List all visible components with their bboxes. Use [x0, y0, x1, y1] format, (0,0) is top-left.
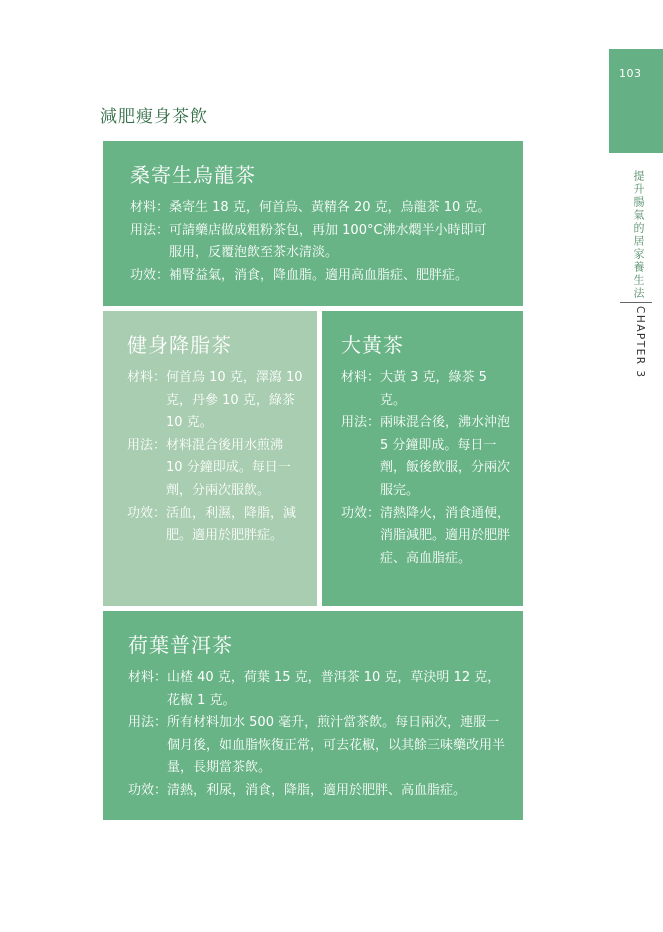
method-label: 用法：: [130, 222, 170, 238]
method-label: 用法：: [127, 437, 167, 453]
effect-label: 功效：: [130, 267, 170, 283]
recipe-title: 大黃茶: [341, 333, 404, 357]
method-text: 可請藥店做成粗粉茶包，再加 100°C沸水燜半小時即可服用，反覆泡飲至茶水清淡。: [169, 222, 487, 260]
side-chapter-title: 提升腸氣的居家養生法: [632, 170, 645, 300]
effect-text: 補腎益氣，消食，降血脂。適用高血脂症、肥胖症。: [169, 267, 469, 283]
method-text: 兩味混合後，沸水沖泡 5 分鐘即成。每日一劑，飯後飲服，分兩次服完。: [380, 415, 511, 498]
effect-text: 清熱降火，消食通便，消脂減肥。適用於肥胖症、高血脂症。: [380, 505, 511, 566]
section-title: 減肥瘦身茶飲: [100, 107, 208, 127]
recipe-card-dahuang: [322, 311, 523, 606]
recipe-method-row: [341, 412, 511, 502]
side-chapter-number: CHAPTER 3: [634, 306, 646, 379]
page-number: 103: [619, 67, 642, 80]
recipe-effect-row: [130, 265, 499, 288]
effect-text: 活血，利濕，降脂，減肥。適用於肥胖症。: [166, 505, 297, 544]
method-text: 所有材料加水 500 毫升，煎汁當茶飲。每日兩次，連服一個月後，如血脂恢復正常，可去花椒，以其餘三味藥改用半量，長期當茶飲。: [167, 715, 506, 775]
effect-label: 功效：: [128, 782, 168, 798]
recipe-material-row: [341, 367, 511, 412]
method-text: 材料混合後用水煎沸 10 分鐘即成。每日一劑，分兩次服飲。: [166, 437, 291, 498]
recipe-material-row: [130, 197, 499, 220]
recipe-effect-row: [128, 780, 507, 803]
recipe-method-row: [127, 435, 303, 503]
effect-text: 清熱，利尿，消食，降脂，適用於肥胖、高血脂症。: [167, 782, 467, 798]
recipe-card-heye: [103, 611, 523, 820]
material-label: 材料：: [127, 370, 167, 385]
recipe-material-row: [128, 667, 507, 712]
material-text: 大黃 3 克，綠茶 5 克。: [380, 370, 487, 408]
material-text: 桑寄生 18 克，何首烏、黃精各 20 克，烏龍茶 10 克。: [169, 200, 491, 215]
page-number-tab: [609, 49, 663, 153]
material-text: 山楂 40 克，荷葉 15 克，普洱茶 10 克，草決明 12 克，花椒 1 克。: [167, 670, 501, 708]
side-divider: [620, 302, 652, 303]
material-label: 材料：: [341, 370, 381, 385]
material-label: 材料：: [130, 200, 170, 215]
recipe-title: 荷葉普洱茶: [128, 633, 233, 657]
method-label: 用法：: [128, 715, 168, 730]
recipe-method-row: [128, 712, 507, 780]
effect-label: 功效：: [341, 505, 381, 521]
recipe-method-row: [130, 220, 499, 265]
recipe-card-jianshen: [103, 311, 317, 606]
recipe-material-row: [127, 367, 303, 435]
recipe-title: 桑寄生烏龍茶: [130, 163, 256, 187]
method-label: 用法：: [341, 415, 381, 431]
effect-label: 功效：: [127, 505, 167, 521]
recipe-effect-row: [341, 503, 511, 571]
recipe-effect-row: [127, 503, 303, 548]
material-text: 何首烏 10 克，澤瀉 10 克，丹參 10 克，綠茶 10 克。: [166, 370, 303, 431]
recipe-card-sangji: [103, 141, 523, 306]
recipe-title: 健身降脂茶: [127, 333, 232, 357]
material-label: 材料：: [128, 670, 168, 685]
